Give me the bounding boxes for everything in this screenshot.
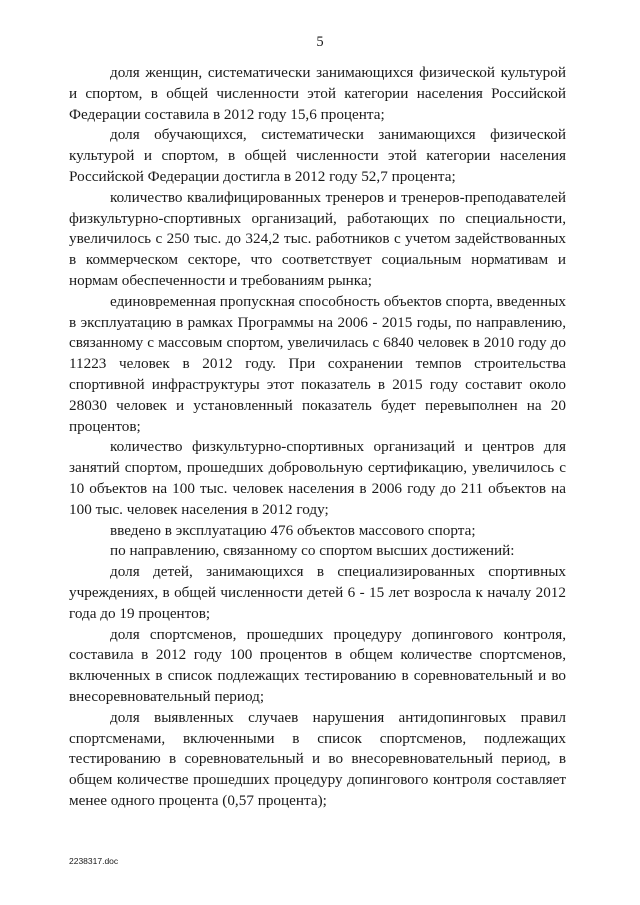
paragraph-mass-sport-facilities: введено в эксплуатацию 476 объектов массового спорта; (110, 521, 476, 539)
paragraph-certified-organizations: количество физкультурно-спортивных организаций и центров для занятий спортом, прошедших добровольную сертификацию, увеличилось с 10 объектов на 100 тыс. человек населения в 2006 году до 211 объектов на 100 тыс. человек населения в 2012 году; (69, 438, 566, 518)
page-number: 5 (316, 34, 324, 50)
paragraph-children-specialized: доля детей, занимающихся в специализированных спортивных учреждениях, в общей численности детей 6 - 15 лет возросла к началу 2012 года до 19 процентов; (69, 563, 566, 622)
paragraph-doping-violations-share: доля выявленных случаев нарушения антидопинговых правил спортсменами, включенными в список спортсменов, подлежащих тестированию в соревновательный и во внесоревновательный период, в общем количестве прошедших процедуру допингового контроля составляет менее одного процента (0,57 процента); (69, 708, 566, 809)
document-file-code: 2238317.doc (69, 856, 119, 866)
paragraph-doping-control-share: доля спортсменов, прошедших процедуру допингового контроля, составила в 2012 году 100 процентов в общем количестве спортсменов, включенных в список подлежащих тестированию в соревновательный и во внесоревновательный период; (69, 625, 566, 705)
paragraph-facility-capacity: единовременная пропускная способность объектов спорта, введенных в эксплуатацию в рамках Программы на 2006 - 2015 годы, по направлению, связанному с массовым спортом, увеличилась с 6840 человек в 2010 году до 11223 человек в 2012 году. При сохранении темпов строительства спортивной инфраструктуры этот показатель в 2015 году составит около 28030 человек и установленный показатель будет перевыполнен на 20 процентов; (69, 292, 566, 435)
paragraph-elite-sport-heading: по направлению, связанному со спортом высших достижений: (110, 542, 515, 560)
paragraph-women-sport-share: доля женщин, систематически занимающихся физической культурой и спортом, в общей численности этой категории населения Российской Федерации составила в 2012 году 15,6 процента; (69, 64, 566, 123)
paragraph-coaches-count: количество квалифицированных тренеров и тренеров-преподавателей физкультурно-спортивных организаций, работающих по специальности, увеличилось с 250 тыс. до 324,2 тыс. работников с учетом задействованных в коммерческом секторе, что соответствует социальным нормативам и нормам обеспеченности и требованиям рынка; (69, 188, 566, 289)
document-body (69, 63, 566, 812)
paragraph-students-sport-share: доля обучающихся, систематически занимающихся физической культурой и спортом, в общей численности этой категории населения Российской Федерации достигла в 2012 году 52,7 процента; (69, 126, 566, 185)
